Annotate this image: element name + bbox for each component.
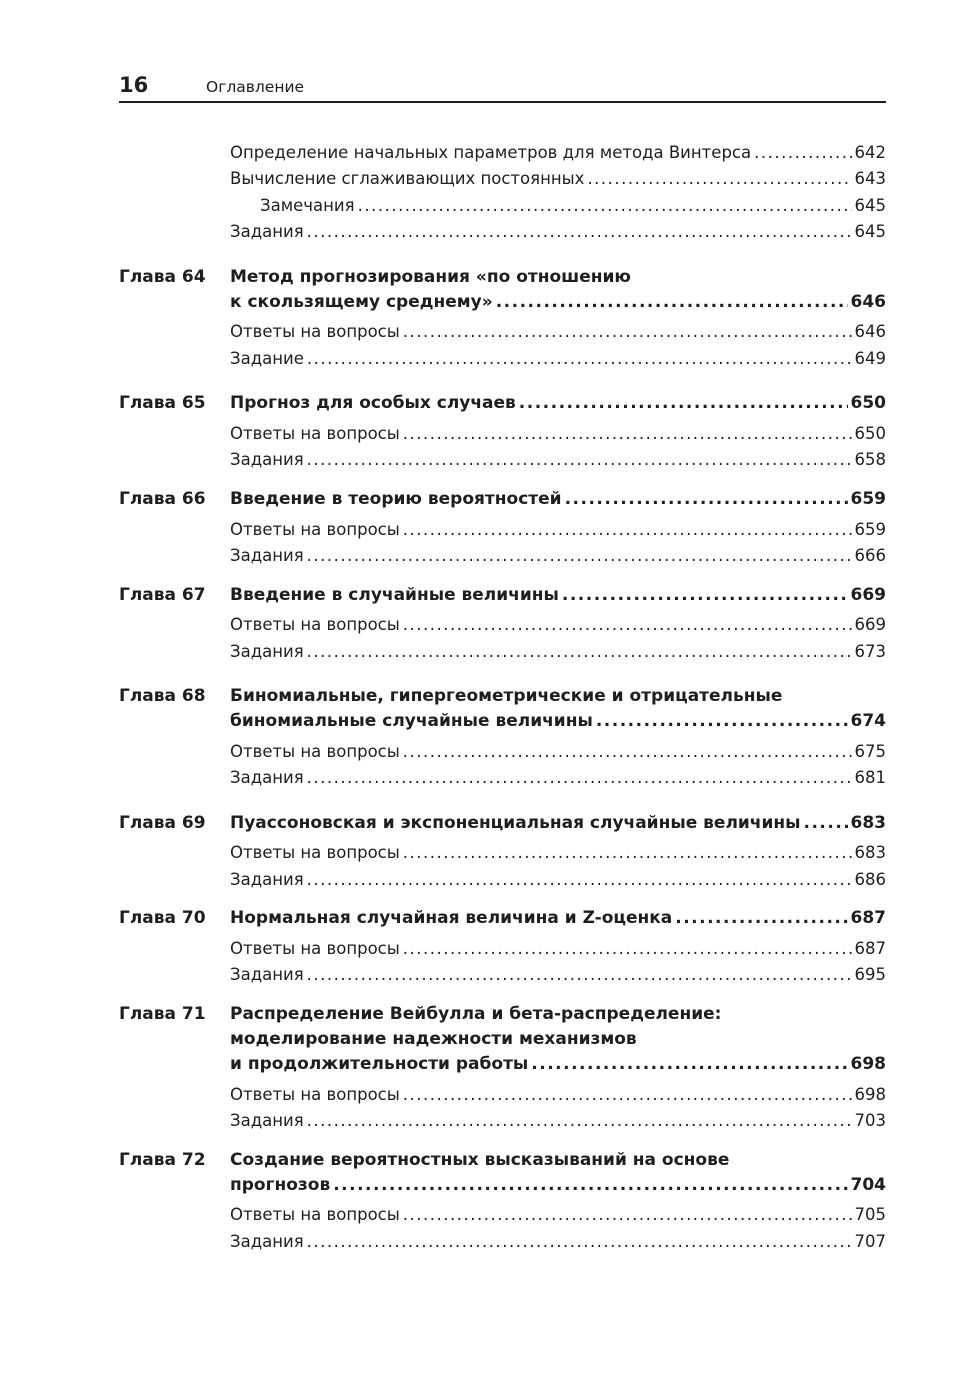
toc-entry[interactable]: [230, 143, 886, 167]
toc-entry[interactable]: Ответы на вопросы ..... 705: [230, 1205, 886, 1229]
toc-entry[interactable]: [260, 196, 886, 220]
chapter-page: 683: [850, 813, 886, 833]
chapter-page: 687: [850, 908, 886, 928]
toc-entry-title: Определение начальных параметров для метода Винтерса: [230, 143, 752, 162]
running-title: Оглавление: [206, 78, 305, 96]
toc-entry[interactable]: Ответы на вопросы ..... 698: [230, 1085, 886, 1109]
chapter-number: Глава 66: [119, 489, 206, 509]
chapter-entry[interactable]: Введение в случайные величины ..... 669: [230, 585, 886, 609]
toc-entry[interactable]: Ответы на вопросы ..... 650: [230, 424, 886, 448]
chapter-page: 674: [850, 711, 886, 731]
toc-entry[interactable]: [230, 169, 886, 193]
chapter-number: Глава 71: [119, 1004, 206, 1024]
chapter-page: 659: [850, 489, 886, 509]
toc-entry[interactable]: Задания ..... 658: [230, 450, 886, 474]
chapter-page: 704: [850, 1175, 886, 1195]
toc-entry[interactable]: Задания ..... 703: [230, 1111, 886, 1135]
chapter-title-line: Создание вероятностных высказываний на основе: [230, 1150, 730, 1170]
chapter-entry[interactable]: к скользящему среднему» ..... 646: [230, 292, 886, 316]
header-rule: [119, 101, 886, 103]
page-number: 16: [119, 73, 149, 97]
toc-entry[interactable]: Задания ..... 686: [230, 870, 886, 894]
chapter-title-line: Метод прогнозирования «по отношению: [230, 267, 631, 287]
chapter-number: Глава 69: [119, 813, 206, 833]
toc-entry-page: 642: [854, 143, 886, 162]
chapter-title-line: Биномиальные, гипергеометрические и отрицательные: [230, 686, 783, 706]
toc-entry-title: Вычисление сглаживающих постоянных: [230, 169, 585, 188]
toc-entry-title: Замечания: [260, 196, 355, 215]
toc-entry[interactable]: Ответы на вопросы ..... 683: [230, 843, 886, 867]
toc-entry[interactable]: Задания ..... 695: [230, 965, 886, 989]
toc-entry[interactable]: Задания ..... 707: [230, 1232, 886, 1256]
toc-entry[interactable]: Ответы на вопросы ..... 659: [230, 520, 886, 544]
chapter-number: Глава 70: [119, 908, 206, 928]
toc-entry[interactable]: Задание ..... 649: [230, 349, 886, 373]
chapter-number: Глава 68: [119, 686, 206, 706]
toc-entry[interactable]: [230, 222, 886, 246]
chapter-entry[interactable]: Введение в теорию вероятностей ..... 659: [230, 489, 886, 513]
chapter-title-line: моделирование надежности механизмов: [230, 1029, 637, 1049]
toc-entry[interactable]: Ответы на вопросы ..... 669: [230, 615, 886, 639]
chapter-number: Глава 72: [119, 1150, 206, 1170]
toc-entry-page: 645: [854, 222, 886, 241]
toc-entry[interactable]: Задания ..... 666: [230, 546, 886, 570]
toc-entry[interactable]: Ответы на вопросы ..... 675: [230, 742, 886, 766]
chapter-entry[interactable]: и продолжительности работы ..... 698: [230, 1054, 886, 1078]
toc-entry[interactable]: Задания ..... 681: [230, 768, 886, 792]
chapter-page: 698: [850, 1054, 886, 1074]
chapter-entry[interactable]: биномиальные случайные величины ..... 674: [230, 711, 886, 735]
chapter-entry[interactable]: Пуассоновская и экспоненциальная случайные величины ..... 683: [230, 813, 886, 837]
toc-entry-page: 643: [854, 169, 886, 188]
toc-entry[interactable]: Ответы на вопросы ..... 646: [230, 322, 886, 346]
toc-entry-title: Задания: [230, 222, 304, 241]
chapter-entry[interactable]: Прогноз для особых случаев ..... 650: [230, 393, 886, 417]
toc-entry[interactable]: Задания ..... 673: [230, 642, 886, 666]
chapter-page: 669: [850, 585, 886, 605]
chapter-entry[interactable]: прогнозов ..... 704: [230, 1175, 886, 1199]
chapter-number: Глава 65: [119, 393, 206, 413]
toc-entry[interactable]: Ответы на вопросы ..... 687: [230, 939, 886, 963]
page-header: [119, 70, 886, 104]
chapter-entry[interactable]: Нормальная случайная величина и Z-оценка ..... 687: [230, 908, 886, 932]
chapter-page: 646: [850, 292, 886, 312]
chapter-page: 650: [850, 393, 886, 413]
chapter-number: Глава 67: [119, 585, 206, 605]
toc-entry-page: 645: [854, 196, 886, 215]
chapter-title-line: Распределение Вейбулла и бета-распределение:: [230, 1004, 722, 1024]
chapter-number: Глава 64: [119, 267, 206, 287]
